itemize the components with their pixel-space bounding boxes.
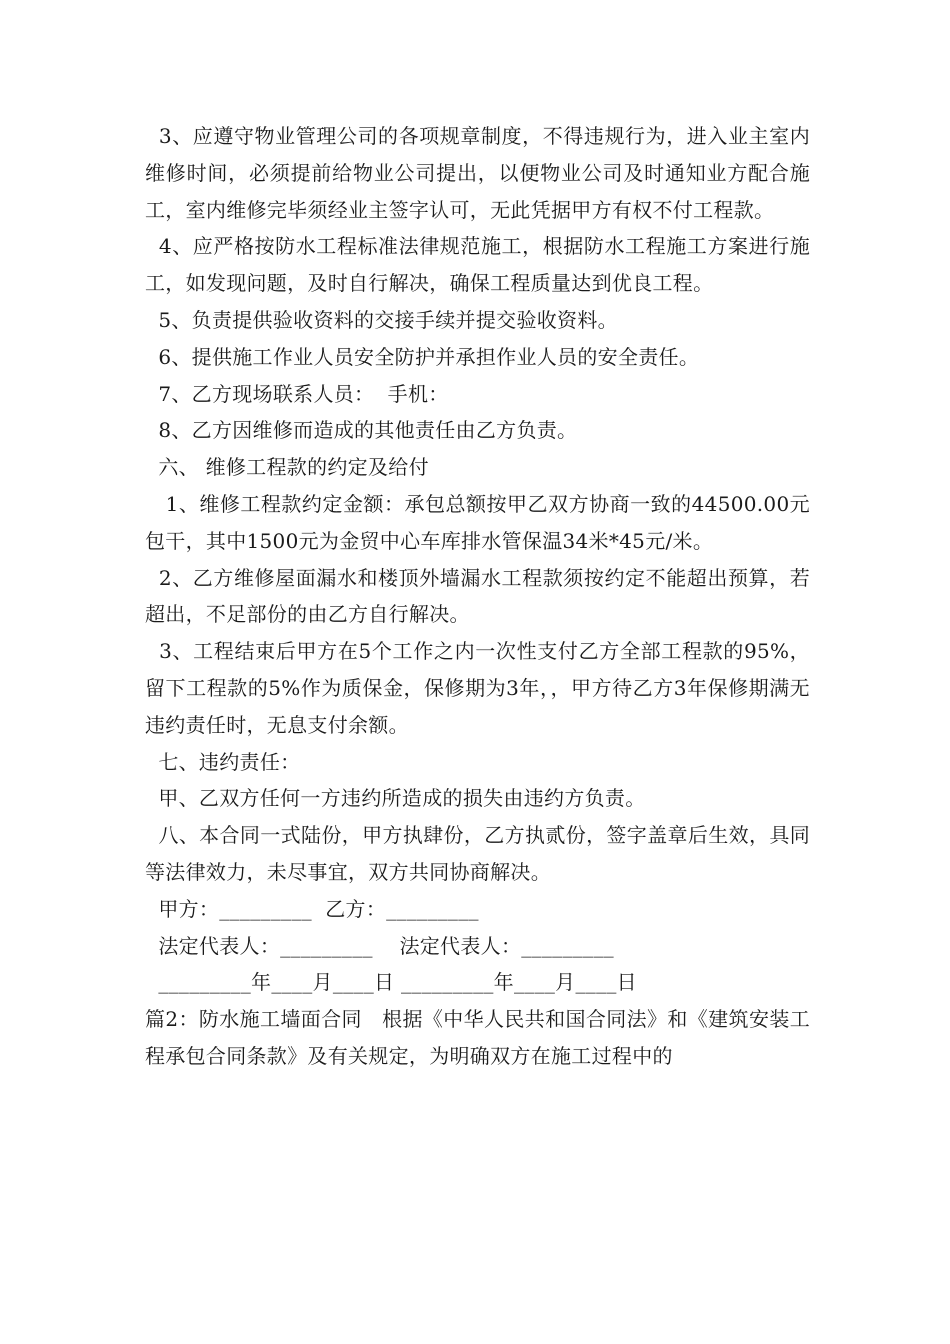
clause-5-8: 8、乙方因维修而造成的其他责任由乙方负责。	[145, 418, 578, 443]
signature-representatives: 法定代表人：_________ 法定代表人：_________	[145, 933, 614, 958]
clause-5-7: 7、乙方现场联系人员： 手机：	[145, 381, 449, 406]
signature-parties: 甲方：_________ 乙方：_________	[145, 896, 479, 921]
clause-6-2: 2、乙方维修屋面漏水和楼顶外墙漏水工程款须按约定不能超出预算，若超出，不足部份的由乙方自行解决。	[145, 565, 810, 627]
clause-5-5: 5、负责提供验收资料的交接手续并提交验收资料。	[145, 307, 618, 332]
document-body	[145, 118, 810, 1075]
signature-dates: _________年____月____日 _________年____月____日	[145, 970, 637, 995]
section-8-text: 八、本合同一式陆份，甲方执肆份，乙方执贰份，签字盖章后生效，具同等法律效力，未尽事宜，双方共同协商解决。	[145, 823, 810, 884]
clause-6-3: 3、工程结束后甲方在5个工作之内一次性支付乙方全部工程款的95%，留下工程款的5%作为质保金，保修期为3年，，甲方待乙方3年保修期满无违约责任时，无息支付余额。	[145, 639, 810, 737]
clause-5-4: 4、应严格按防水工程标准法律规范施工，根据防水工程施工方案进行施工，如发现问题，及时自行解决，确保工程质量达到优良工程。	[145, 234, 810, 296]
clause-6-1: 1、维修工程款约定金额：承包总额按甲乙双方协商一致的44500.00元包干，其中1500元为金贸中心车库排水管保温34米*45元/米。	[145, 491, 810, 553]
clause-5-6: 6、提供施工作业人员安全防护并承担作业人员的安全责任。	[145, 344, 700, 369]
clause-5-3: 3、应遵守物业管理公司的各项规章制度，不得违规行为，进入业主室内维修时间，必须提前给物业公司提出，以便物业公司及时通知业方配合施工，室内维修完毕须经业主签字认可，无此凭据甲方有权不付工程款。	[145, 124, 810, 222]
clause-7-text: 甲、乙双方任何一方违约所造成的损失由违约方负责。	[145, 786, 646, 811]
part-2-intro: 篇2：防水施工墙面合同 根据《中华人民共和国合同法》和《建筑安装工程承包合同条款》及有关规定，为明确双方在施工过程中的	[145, 1007, 810, 1068]
section-6-heading: 六、 维修工程款的约定及给付	[145, 455, 429, 480]
section-7-heading: 七、违约责任：	[145, 749, 301, 774]
